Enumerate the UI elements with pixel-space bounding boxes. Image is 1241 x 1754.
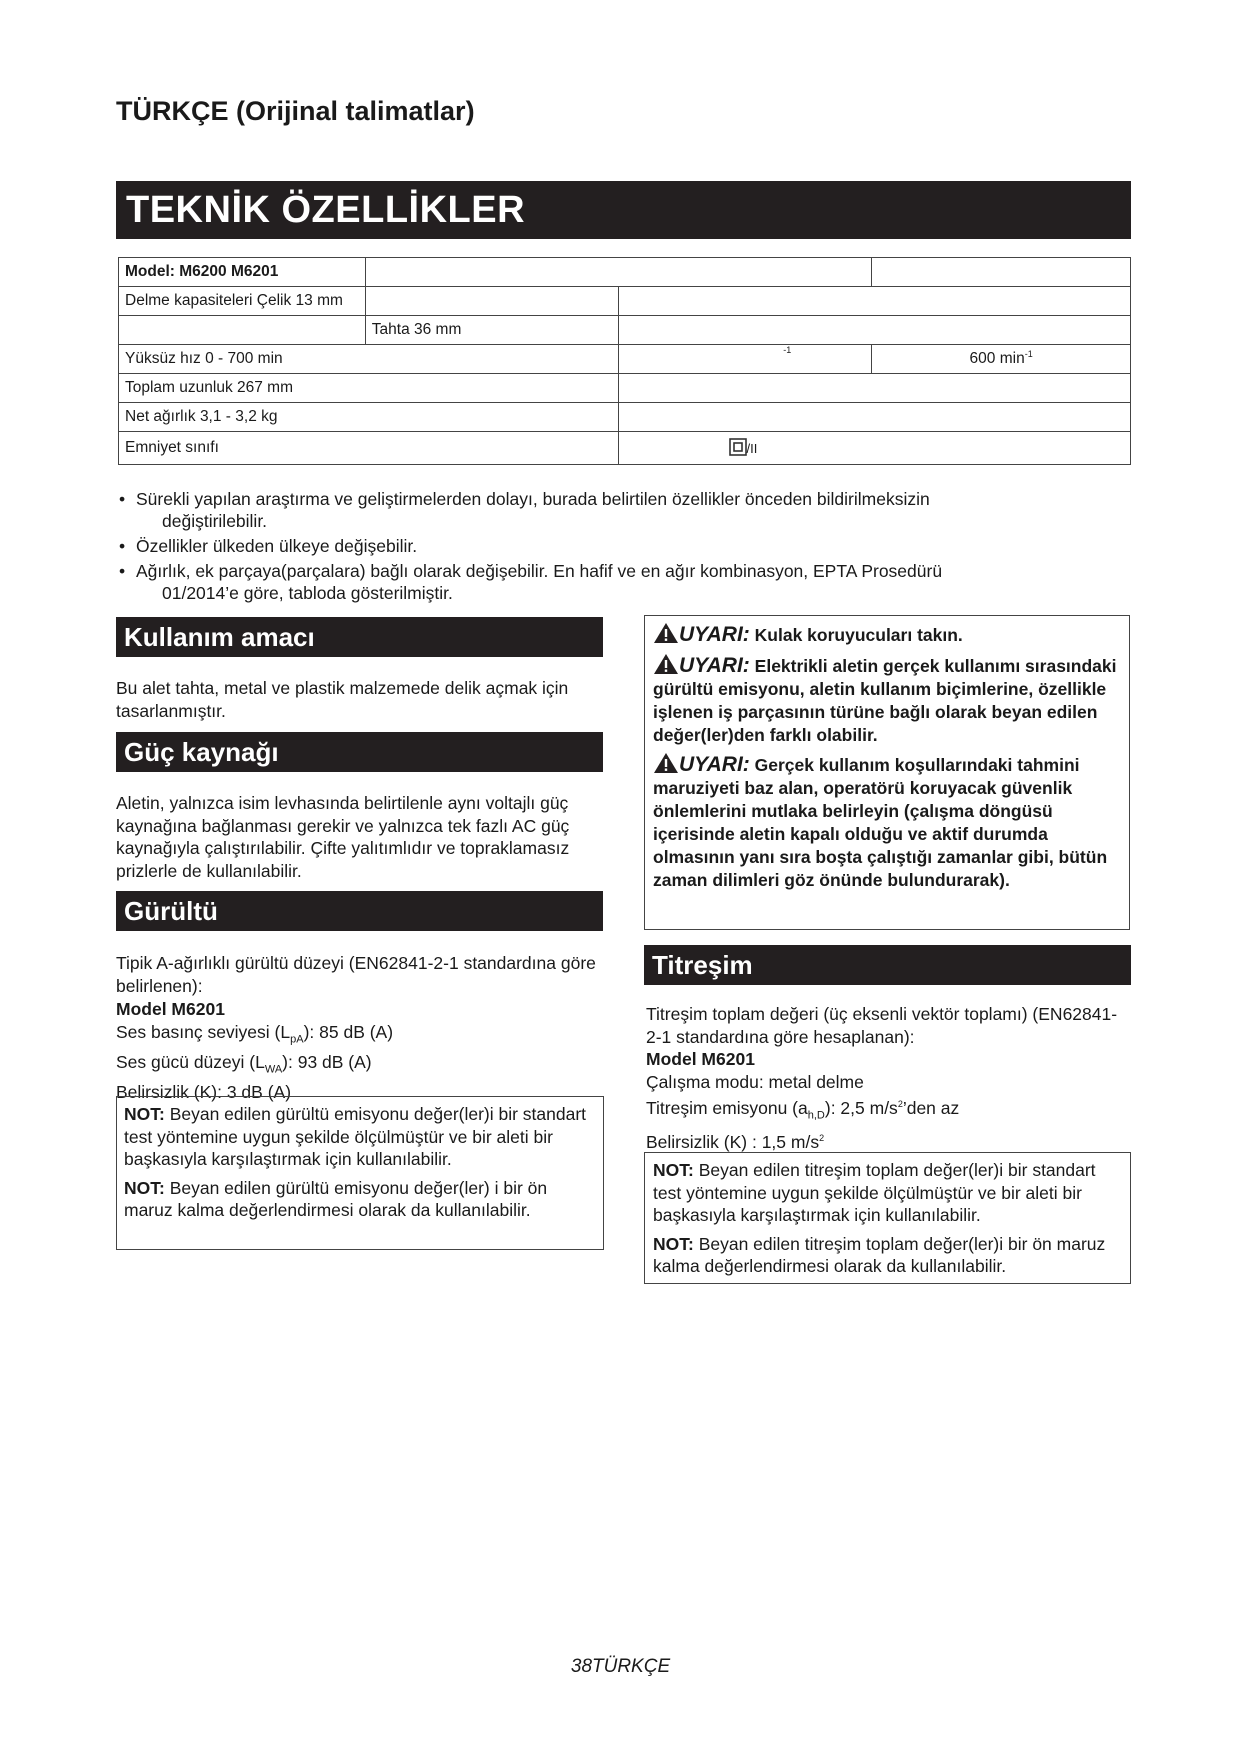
power-supply-heading: Güç kaynağı: [116, 732, 603, 772]
vibration-section: [646, 1003, 1131, 1153]
warning-icon: [653, 752, 679, 774]
vibration-emission: Titreşim emisyonu $(a_{h,D})$: 2,5 $m/s^2’den$ az: [646, 1097, 960, 1122]
page-footer: 38TÜRKÇE: [570, 1656, 671, 1677]
vibration-uncertainty: Belirsizlik (K) : 1,5 $m/s^2$: [646, 1131, 825, 1152]
spec-model: Model: M6200 M6201: [119, 258, 366, 287]
spec-safety-class-value: /II: [618, 432, 1131, 465]
vibration-heading: Titreşim: [644, 945, 1131, 985]
noise-note-1: NOT: Beyan edilen gürültü emisyonu değer(ler)i bir standart test yöntemine uygun şekilde ölçülmüştür ve bir aleti bir başkasıyla karşılaştırmak için kullanılabilir.: [124, 1104, 587, 1169]
spec-net-weight: Net ağırlık 3,1 - 3,2 kg: [119, 403, 619, 432]
noise-heading: Gürültü: [116, 891, 603, 931]
noise-model: Model M6201: [116, 999, 225, 1019]
noise-section: [116, 952, 603, 1103]
noise-note-box: [116, 1096, 604, 1250]
warning-2: UYARI: Elektrikli aletin gerçek kullanımı sırasındaki gürültü emisyonu, aletin kullanım biçimlerine, özellikle işlenen iş parçasının türüne bağlı olarak beyan edilen değer(ler)den farklı olabilir.: [653, 654, 1117, 745]
spec-cell: [618, 287, 1131, 316]
bullet-text: Ağırlık, ek parçaya(parçalara) bağlı olarak değişebilir. En hafif ve en ağır kombinasyon, EPTA Prosedürü: [136, 561, 943, 581]
spec-drill-capacity: Delme kapasiteleri Çelik 13 mm: [119, 287, 366, 316]
warning-box: [644, 615, 1130, 930]
noise-note-2: NOT: Beyan edilen gürültü emisyonu değer(ler) i bir ön maruz kalma değerlendirmesi olarak da kullanılabilir.: [124, 1177, 548, 1220]
intended-use-text: Bu alet tahta, metal ve plastik malzemede delik açmak için tasarlanmıştır.: [116, 678, 569, 721]
list-item: [116, 488, 1126, 532]
list-item: [116, 560, 1126, 604]
spec-overall-length: Toplam uzunluk 267 mm: [119, 374, 619, 403]
double-insulation-icon: [729, 438, 747, 456]
warning-1: UYARI: Kulak koruyucuları takın.: [653, 622, 1121, 647]
intended-use-heading: Kullanım amacı: [116, 617, 603, 657]
spec-notes: [116, 488, 1126, 607]
page-title: TÜRKÇE (Orijinal talimatlar): [116, 96, 475, 126]
vibration-model: Model M6201: [646, 1049, 755, 1069]
spec-table: [118, 257, 1131, 465]
spec-no-load-speed: Yüksüz hız 0 - 700 min: [119, 345, 619, 374]
bullet-text-cont: değiştirilebilir.: [162, 511, 268, 531]
warning-3: UYARI: Gerçek kullanım koşullarındaki tahmini maruziyeti baz alan, operatörü koruyacak güvenlik önlemlerini mutlaka belirleyin (çalışma döngüsü içerisinde aletin kapalı olduğu ve aktif durumda olmasının yanı sıra boşta çalıştığı zamanlar gibi, bütün zaman dilimleri göz önünde bulundurarak).: [653, 753, 1108, 890]
vibration-note-box: [644, 1152, 1131, 1284]
bullet-text: Özellikler ülkeden ülkeye değişebilir.: [136, 536, 418, 556]
spec-cell: [618, 403, 1131, 432]
bullet-mark: •: [119, 561, 126, 581]
bullet-mark: •: [119, 536, 126, 556]
vibration-note-2: NOT: Beyan edilen titreşim toplam değer(ler)i bir ön maruz kalma değerlendirmesi olarak da kullanılabilir.: [653, 1233, 1106, 1276]
spec-cell: [365, 287, 618, 316]
spec-cell: [618, 316, 1131, 345]
list-item: [116, 535, 1126, 557]
warning-icon: [653, 653, 679, 675]
power-supply-text: Aletin, yalnızca isim levhasında belirtilenle aynı voltajlı güç kaynağına bağlanması gerekir ve yalnızca tek fazlı AC güç kaynağıyla çalıştırılabilir. Çifte yalıtımlıdır ve topraklamasız prizlerle de kullanılabilir.: [116, 793, 570, 881]
warning-icon: [653, 622, 679, 644]
spec-wood: Tahta 36 mm: [365, 316, 618, 345]
noise-lpa: Ses basınç seviyesi $(L_{pA})$: 85 dB (A): [116, 1021, 394, 1045]
spec-speed-sup: -1: [618, 345, 872, 374]
main-heading: TEKNİK ÖZELLİKLER: [116, 181, 1131, 239]
spec-cell: [872, 258, 1131, 287]
vibration-note-1: NOT: Beyan edilen titreşim toplam değer(ler)i bir standart test yöntemine uygun şekilde ölçülmüştür ve bir aleti bir başkasıyla karşılaştırmak için kullanılabilir.: [653, 1160, 1096, 1225]
bullet-text: Sürekli yapılan araştırma ve geliştirmelerden dolayı, burada belirtilen özellikler önceden bildirilmeksizin: [136, 489, 930, 509]
noise-uncertainty: Belirsizlik (K): 3 dB (A): [116, 1081, 292, 1102]
bullet-mark: •: [119, 489, 126, 509]
spec-cell: [365, 258, 872, 287]
bullet-text-cont: 01/2014’e göre, tabloda gösterilmiştir.: [162, 583, 453, 603]
spec-safety-class: Emniyet sınıfı: [119, 432, 619, 465]
spec-speed-value: 600 $\min^{-1}$: [872, 345, 1131, 374]
spec-cell: [618, 374, 1131, 403]
noise-intro: Tipik A-ağırlıklı gürültü düzeyi (EN62841-2-1 standardına göre belirlenen):: [116, 953, 596, 996]
vibration-intro: Titreşim toplam değeri (üç eksenli vektör toplamı) (EN62841-2-1 standardına göre hesaplanan):: [646, 1004, 1118, 1047]
noise-lwa: Ses gücü düzeyi $(L_{WA})$: 93 dB (A): [116, 1051, 372, 1075]
spec-cell: [119, 316, 366, 345]
vibration-mode: Çalışma modu: metal delme: [646, 1071, 864, 1092]
